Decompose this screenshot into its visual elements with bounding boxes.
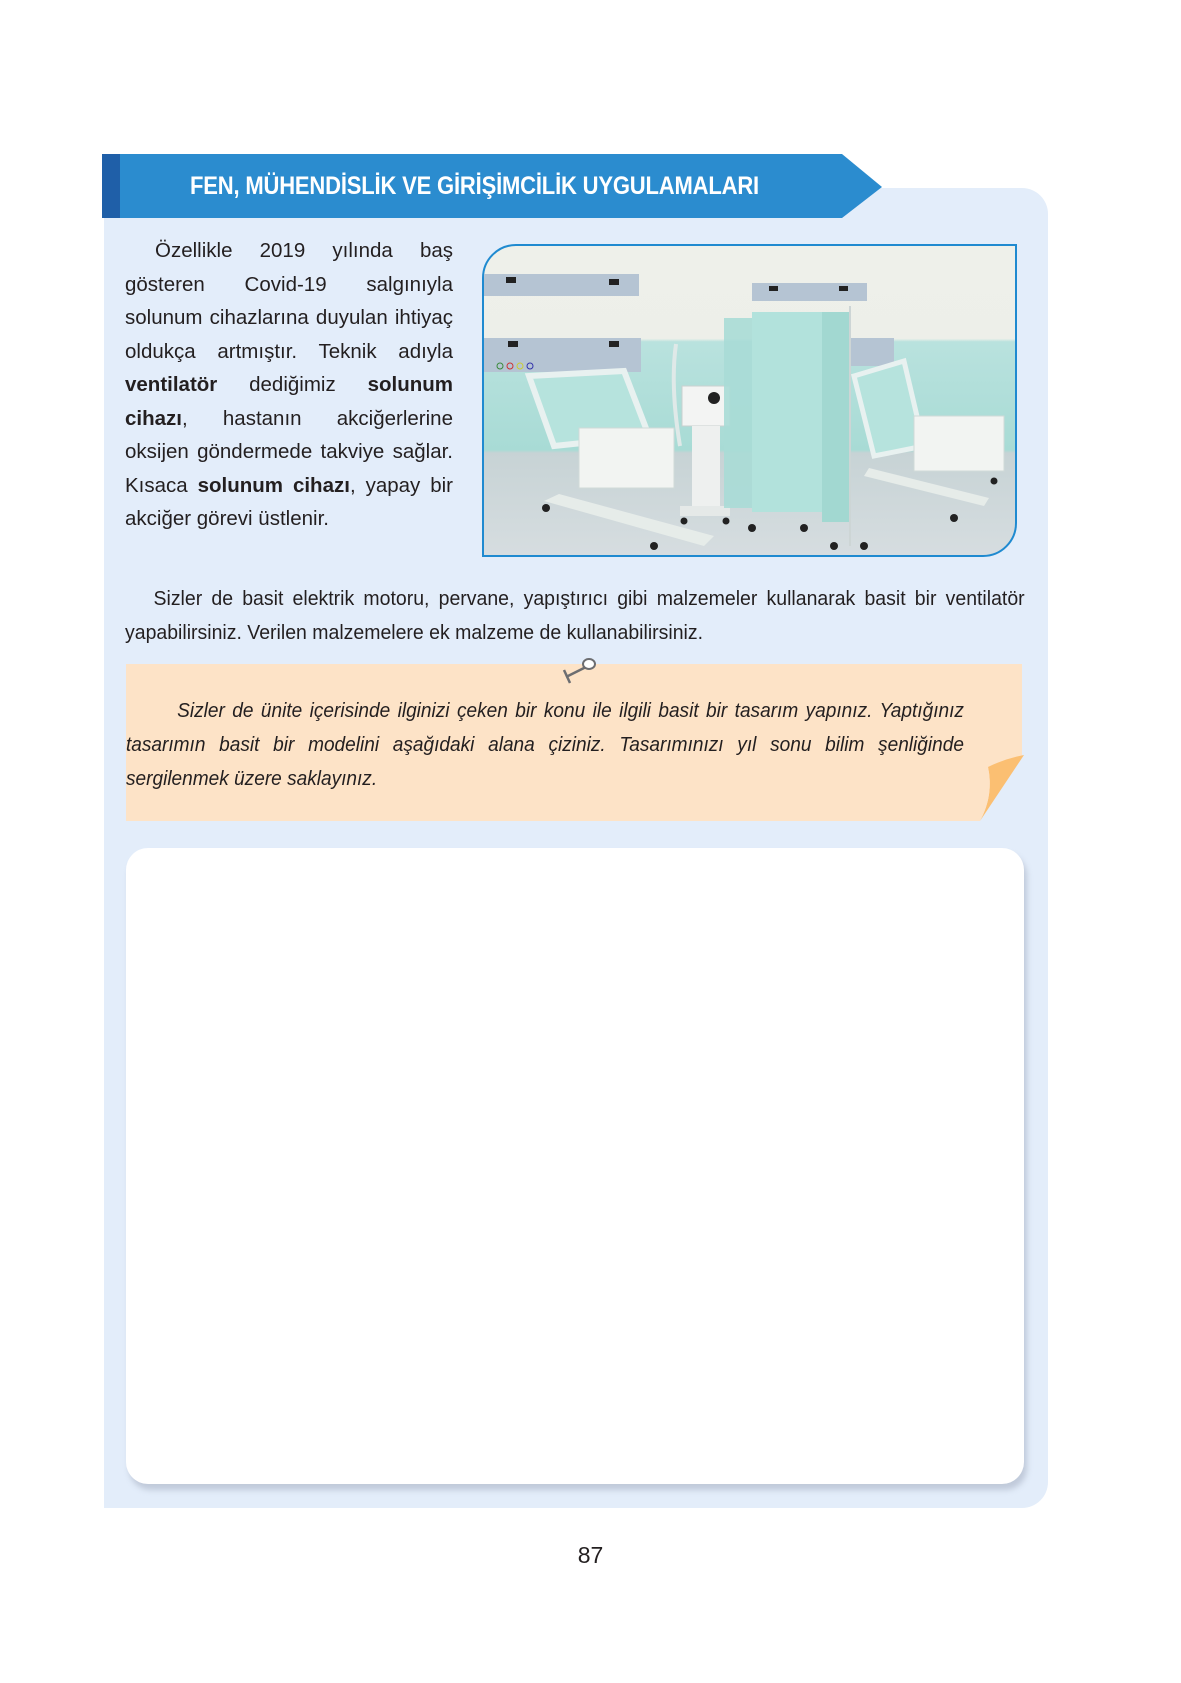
hospital-ventilator-photo (482, 244, 1017, 557)
pushpin-icon (558, 655, 598, 685)
intro-bold-term: solunum cihazı (197, 473, 350, 497)
ventilator-instructions-paragraph (125, 582, 1025, 650)
intro-bold-term: solunum cihazı (125, 373, 453, 430)
intro-text-segment: dediğimiz (217, 373, 368, 396)
drawing-area[interactable] (126, 848, 1024, 1484)
intro-text-segment: Özellikle 2019 yılında baş gösteren Covid-19 salgınıyla solunum cihazlarına duyulan ihtiyaç oldukça artmıştır. Teknik adıyla (125, 239, 453, 363)
intro-paragraph (125, 234, 453, 536)
sticky-note-text-container (126, 694, 964, 796)
intro-bold-term: ventilatör (125, 373, 218, 396)
ventilator-instructions-text: Sizler de basit elektrik motoru, pervane, yapıştırıcı gibi malzemeler kullanarak basit bir ventilatör yapabilirsiniz. Verilen malzemelere ek malzeme de kullanabilirsiniz. (125, 587, 1025, 644)
intro-text-segment: , hastanın akciğerlerine oksijen göndermede takviye sağlar. Kısaca (125, 406, 453, 497)
banner-title: FEN, MÜHENDİSLİK VE GİRİŞİMCİLİK UYGULAMALARI (190, 172, 759, 200)
note-page-curl (960, 755, 1024, 821)
page-number: 87 (577, 1542, 604, 1568)
intro-text-segment: , yapay bir akciğer görevi üstlenir. (125, 473, 453, 530)
sticky-note-text: Sizler de ünite içerisinde ilginizi çeken bir konu ile ilgili basit bir tasarım yapınız. Yaptığınız tasarımın basit bir modelini aşağıdaki alana çiziniz. Tasarımınızı yıl sonu bilim şenliğinde sergilenmek üzere saklayınız. (126, 699, 964, 790)
hospital-room-illustration (484, 246, 1017, 557)
section-banner (102, 154, 882, 218)
intro-text (125, 234, 453, 536)
